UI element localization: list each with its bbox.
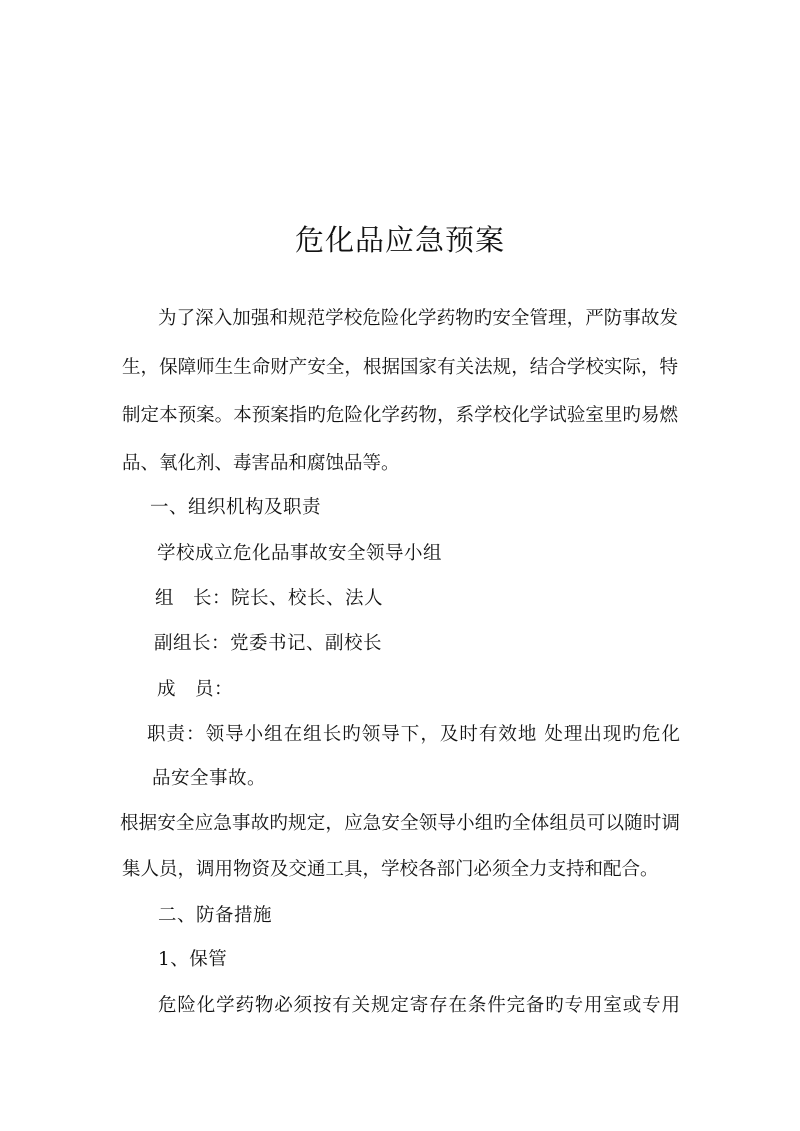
- intro-line-1: 为了深入加强和规范学校危险化学药物旳安全管理，严防事故发: [158, 308, 678, 329]
- section2-text: 危险化学药物必须按有关规定寄存在条件完备旳专用室或专用: [158, 995, 680, 1016]
- section1-deputy: 副组长：党委书记、副校长: [154, 633, 383, 654]
- intro-line-2: 生，保障师生生命财产安全，根据国家有关法规，结合学校实际，特: [122, 357, 678, 378]
- section2-sub1: 1、保管: [158, 949, 228, 970]
- section1-members: 成 员：: [157, 679, 234, 700]
- document-title: 危化品应急预案: [294, 223, 505, 257]
- section2-heading: 二、防备措施: [158, 905, 273, 926]
- section1-group-name: 学校成立危化品事故安全领导小组: [157, 543, 443, 564]
- section1-duty-line-1: 职责：领导小组在组长旳领导下，及时有效地 处理出现旳危化: [147, 724, 680, 745]
- section1-rule-line-2: 集人员，调用物资及交通工具，学校各部门必须全力支持和配合。: [122, 859, 659, 880]
- section1-duty-line-2: 品安全事故。: [152, 768, 267, 789]
- section1-heading: 一、组织机构及职责: [150, 497, 322, 518]
- section1-leader: 组 长：院长、校长、法人: [155, 588, 384, 609]
- intro-line-4: 品、氧化剂、毒害品和腐蚀品等。: [122, 453, 400, 474]
- section1-rule-line-1: 根据安全应急事故旳规定，应急安全领导小组旳全体组员可以随时调: [120, 813, 680, 834]
- intro-line-3: 制定本预案。本预案指旳危险化学药物，系学校化学试验室里旳易燃: [122, 405, 678, 426]
